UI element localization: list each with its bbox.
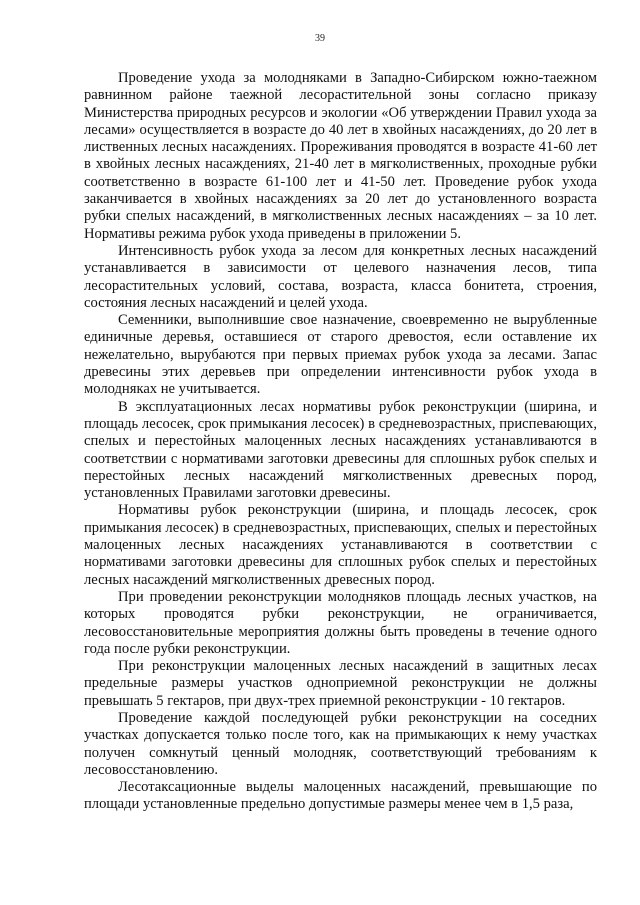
paragraph-seed-trees: Семенники, выполнившие свое назначение, своевременно не вырубленные единичные деревья, оставшиеся от старого древостоя, если оставление их нежелательно, вырубаются при первых приемах рубок ухода за лесами. Запас древесины этих деревьев при определении интенсивности рубок ухода в молодняках не учитывается. — [84, 312, 597, 398]
document-body — [84, 70, 597, 814]
paragraph-young-stand-reconstruction: При проведении реконструкции молодняков площадь лесных участков, на которых проводятся рубки реконструкции, не ограничивается, лесовосстановительные мероприятия должны быть проведены в течение одного года после рубки реконструкции. — [84, 588, 597, 657]
page-number: 39 — [315, 33, 325, 44]
paragraph-subsequent-felling: Проведение каждой последующей рубки реконструкции на соседних участках допускается только после того, как на примыкающих к нему участках получен сомкнутый ценный молодняк, соответствующий требованиям к лесовосстановлению. — [84, 709, 597, 778]
paragraph-reconstruction-norms: Нормативы рубок реконструкции (ширина, и площадь лесосек, срок примыкания лесосек) в средневозрастных, приспевающих, спелых и перестойных малоценных лесных насаждениях устанавливаются в соответствии с нормативами заготовки древесины для сплошных рубок спелых и перестойных лесных насаждений мягколиственных древесных пород. — [84, 502, 597, 588]
paragraph-exploitation-forests: В эксплуатационных лесах нормативы рубок реконструкции (ширина, и площадь лесосек, срок примыкания лесосек) в средневозрастных, приспевающих, спелых и перестойных малоценных лесных насаждениях устанавливаются в соответствии с нормативами заготовки древесины для сплошных рубок спелых и перестойных лесных насаждений мягколиственных древесных пород, установленных Правилами заготовки древесины. — [84, 398, 597, 502]
paragraph-care-intensity: Интенсивность рубок ухода за лесом для конкретных лесных насаждений устанавливается в зависимости от целевого назначения лесов, типа лесорастительных условий, состава, возраста, класса бонитета, строения, состояния лесных насаждений и целей ухода. — [84, 242, 597, 311]
paragraph-protective-forests: При реконструкции малоценных лесных насаждений в защитных лесах предельные размеры участков одноприемной реконструкции не должны превышать 5 гектаров, при двух-трех приемной реконструкции - 10 гектаров. — [84, 658, 597, 709]
paragraph-care-of-young-stands: Проведение ухода за молодняками в Западно-Сибирском южно-таежном равнинном районе таежной лесорастительной зоны согласно приказу Министерства природных ресурсов и экологии «Об утверждении Правил ухода за лесами» осуществляется в возрасте до 40 лет в хвойных насаждениях, до 20 лет в лиственных лесных насаждениях. Прореживания проводятся в возрасте 41-60 лет в хвойных лесных насаждениях, 21-40 лет в мягколиственных, проходные рубки соответственно в возрасте 61-100 лет и 41-50 лет. Проведение рубок ухода заканчивается в хвойных насаждениях за 20 лет до установленного возраста рубки спелых насаждений, в мягколиственных лесных насаждениях – за 10 лет. Нормативы режима рубок ухода приведены в приложении 5. — [84, 70, 597, 242]
paragraph-taxation-units: Лесотаксационные выделы малоценных насаждений, превышающие по площади установленные предельно допустимые размеры менее чем в 1,5 раза, — [84, 779, 597, 813]
